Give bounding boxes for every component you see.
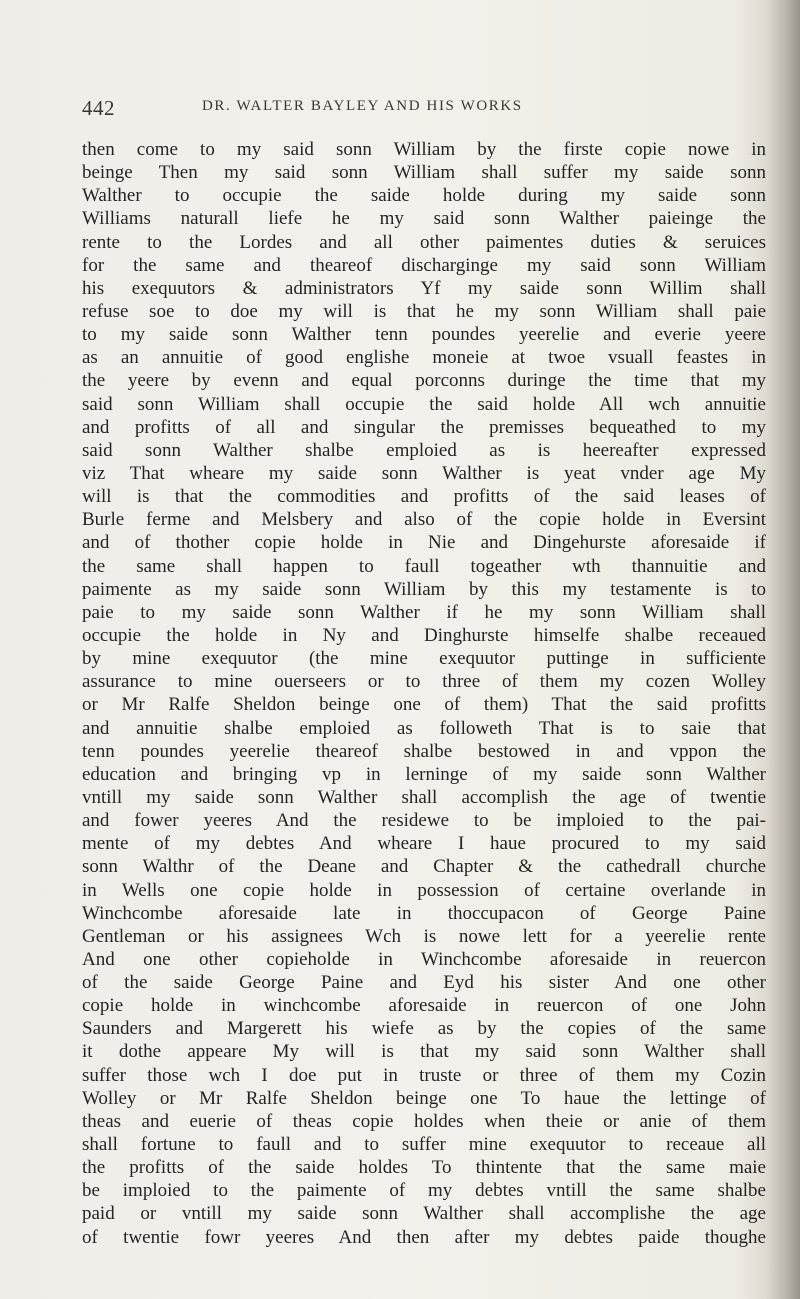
text-line: beinge Then my said sonn William shall suffer my saide sonn bbox=[82, 162, 766, 184]
text-line: theas and euerie of theas copie holdes when theie or anie of them bbox=[82, 1110, 766, 1132]
text-line: to my saide sonn Walther tenn poundes yeerelie and everie yeere bbox=[82, 324, 766, 346]
text-line: it dothe appeare My will is that my said sonn Walther shall bbox=[82, 1041, 766, 1063]
text-line: occupie the holde in Ny and Dinghurste himselfe shalbe receaued bbox=[82, 624, 766, 646]
text-line: vntill my saide sonn Walther shall accomplish the age of twentie bbox=[82, 786, 766, 808]
text-line: suffer those wch I doe put in truste or three of them my Cozin bbox=[82, 1064, 766, 1086]
page-header bbox=[82, 96, 762, 126]
text-line: paid or vntill my saide sonn Walther shall accomplishe the age bbox=[82, 1203, 766, 1225]
text-line: said sonn Walther shalbe emploied as is heereafter expressed bbox=[82, 439, 766, 461]
text-line: education and bringing vp in lerninge of my saide sonn Walther bbox=[82, 763, 766, 785]
text-line: assurance to mine ouerseers or to three of them my cozen Wolley bbox=[82, 671, 766, 693]
text-line: be imploied to the paimente of my debtes vntill the same shalbe bbox=[82, 1180, 766, 1202]
text-line: said sonn William shall occupie the said holde All wch annuitie bbox=[82, 393, 766, 415]
text-line: refuse soe to doe my will is that he my sonn William shall paie bbox=[82, 300, 766, 322]
text-line: copie holde in winchcombe aforesaide in reuercon of one John bbox=[82, 995, 766, 1017]
text-line: mente of my debtes And wheare I haue procured to my said bbox=[82, 833, 766, 855]
text-line: will is that the commodities and profitts of the said leases of bbox=[82, 486, 766, 508]
running-head: DR. WALTER BAYLEY AND HIS WORKS bbox=[202, 98, 523, 114]
text-line: by mine exequutor (the mine exequutor puttinge in sufficiente bbox=[82, 648, 766, 670]
text-line: paie to my saide sonn Walther if he my sonn William shall bbox=[82, 601, 766, 623]
body-text bbox=[82, 138, 766, 1249]
text-line: for the same and thearеof discharginge my said sonn William bbox=[82, 254, 766, 276]
text-line: Winchcombe aforesaide late in thoccupacon of George Paine bbox=[82, 902, 766, 924]
text-line: the same shall happen to faull togeather wth thannuitie and bbox=[82, 555, 766, 577]
text-line: Gentleman or his assignees Wch is nowe lett for a yeerelie rente bbox=[82, 925, 766, 947]
text-line: the yeere by evenn and equal porconns duringe the time that my bbox=[82, 370, 766, 392]
text-line: as an annuitie of good englishe moneie at twoe vsuall feastes in bbox=[82, 347, 766, 369]
text-line: and of thother copie holde in Nie and Dingehurste aforesaide if bbox=[82, 532, 766, 554]
text-line: shall fortune to faull and to suffer mine exequutor to receaue all bbox=[82, 1134, 766, 1156]
text-line: the profitts of the saide holdes To thintente that the same maie bbox=[82, 1157, 766, 1179]
text-line: And one other copieholde in Winchcombe aforesaide in reuercon bbox=[82, 948, 766, 970]
text-line: and annuitie shalbe emploied as followeth That is to saie that bbox=[82, 717, 766, 739]
page-edge-shadow bbox=[766, 0, 800, 1299]
text-line: of the saide George Paine and Eyd his sister And one other bbox=[82, 972, 766, 994]
text-line: rente to the Lordes and all other paimentes duties & seruices bbox=[82, 231, 766, 253]
text-line: in Wells one copie holde in possession of certaine overlande in bbox=[82, 879, 766, 901]
text-line: viz That wheare my saide sonn Walther is yeat vnder age My bbox=[82, 462, 766, 484]
text-line: Wolley or Mr Ralfe Sheldon beinge one To haue the lettinge of bbox=[82, 1087, 766, 1109]
text-line: sonn Walthr of the Deane and Chapter & the cathedrall churche bbox=[82, 856, 766, 878]
text-line: and fower yeeres And the residewe to be imploied to the pai- bbox=[82, 810, 766, 832]
text-line: tenn poundes yeerelie theareof shalbe bestowed in and vppon the bbox=[82, 740, 766, 762]
text-line: Williams naturall liefe he my said sonn Walther paieinge the bbox=[82, 208, 766, 230]
page-number: 442 bbox=[82, 96, 115, 120]
text-line: Walther to occupie the saide holde during my saide sonn bbox=[82, 185, 766, 207]
text-line: then come to my said sonn William by the firste copie nowe in bbox=[82, 139, 766, 160]
text-line: of twentie fowr yeeres And then after my debtes paide thoughe bbox=[82, 1226, 766, 1248]
text-line: Burle ferme and Melsbery and also of the copie holde in Eversint bbox=[82, 509, 766, 531]
text-line: and profitts of all and singular the premisses bequeathed to my bbox=[82, 416, 766, 438]
text-line: Saunders and Margerett his wiefe as by the copies of the same bbox=[82, 1018, 766, 1040]
text-line: or Mr Ralfe Sheldon beinge one of them) That the said profitts bbox=[82, 694, 766, 716]
text-line: paimente as my saide sonn William by this my testamente is to bbox=[82, 578, 766, 600]
text-line: his exequutors & administrators Yf my saide sonn Willim shall bbox=[82, 277, 766, 299]
